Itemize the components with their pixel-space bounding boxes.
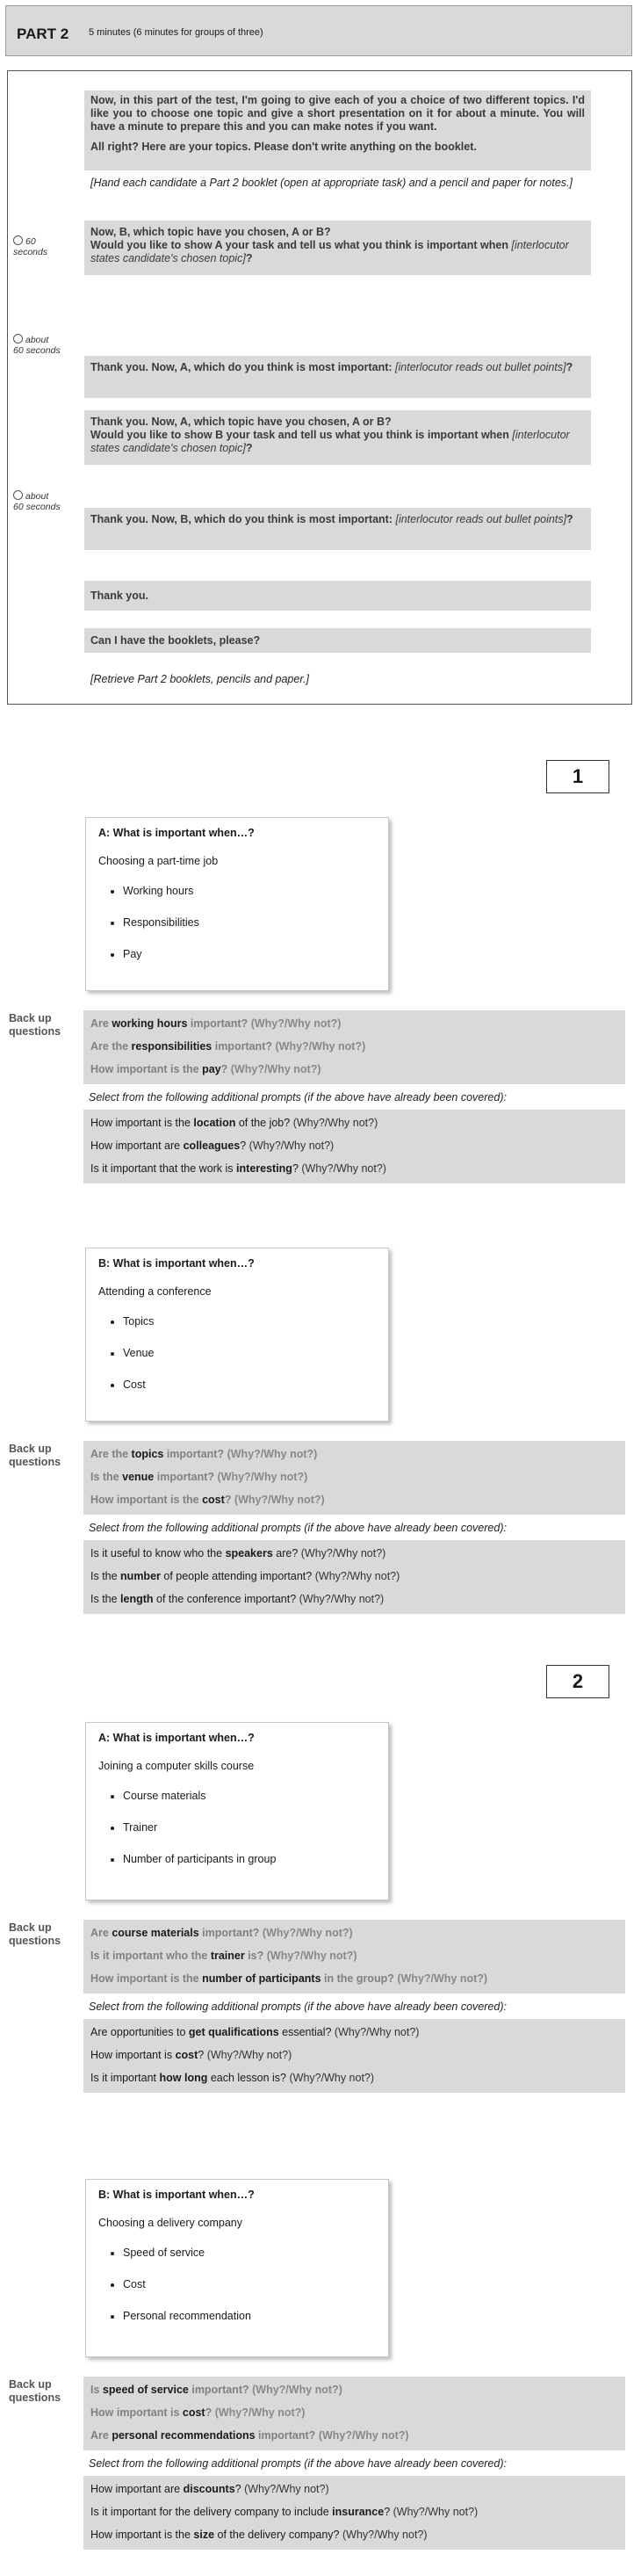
why-not: (Why?/Why not?): [397, 1972, 488, 1985]
why-not: (Why?/Why not?): [227, 1448, 318, 1460]
additional-prompt: [90, 2523, 618, 2546]
question-pre: How important is the: [90, 1494, 203, 1506]
additional-prompt: [90, 2066, 618, 2089]
bullet-item: • Personal recommendation: [123, 2310, 376, 2322]
backup-questions-box: [83, 1010, 625, 1084]
additional-prompt: [90, 2044, 618, 2066]
bullet-item: • Speed of service: [123, 2247, 376, 2259]
why-not: (Why?/Why not?): [252, 2384, 342, 2396]
bullet-list: [98, 1315, 376, 1391]
additional-prompt: [90, 1134, 618, 1157]
backup-question: [90, 1967, 618, 1990]
task-number-box: 2: [546, 1665, 609, 1698]
script-p7a: Thank you. Now, B, which do you think is most important:: [90, 513, 393, 525]
backup-label-line-2: questions: [9, 1456, 61, 1468]
why-not: (Why?/Why not?): [234, 1494, 325, 1506]
backup-questions-label: [9, 1443, 61, 1469]
prompt-key: how long: [159, 2072, 208, 2084]
why-not: (Why?/Why not?): [206, 2049, 292, 2061]
question-post: ?: [224, 1494, 232, 1506]
why-not: (Why?/Why not?): [314, 1570, 400, 1582]
question-pre: Are: [90, 1927, 112, 1939]
backup-questions-box: [83, 2377, 625, 2450]
backup-label-line-2: questions: [9, 2391, 61, 2404]
script-p7b: [interlocutor reads out bullet points]: [395, 513, 567, 525]
why-not: (Why?/Why not?): [301, 1162, 386, 1175]
task-card: [85, 817, 389, 991]
question-post: is?: [244, 1950, 264, 1962]
question-key: venue: [122, 1471, 155, 1483]
timing-1: [13, 235, 47, 257]
task-card-subject: Attending a conference: [98, 1285, 212, 1298]
prompt-post: of the job?: [235, 1117, 291, 1129]
backup-label-line-2: questions: [9, 1935, 61, 1947]
clock-icon: [13, 334, 23, 344]
prompt-key: get qualifications: [188, 2026, 279, 2038]
select-prompt: Select from the following additional prompts (if the above have already been covered):: [89, 2457, 507, 2470]
question-pre: How important is the: [90, 1972, 203, 1985]
script-block-5: Thank you. Now, B, which do you think is most important: [interlocutor reads out bullet points]?: [84, 508, 591, 550]
backup-question: [90, 1058, 618, 1081]
script-block-4: Thank you. Now, A, which topic have you chosen, A or B? Would you like to show B your task and tell us what you think is important when [interlocutor states candidate's chosen topic]?: [84, 410, 591, 465]
why-not: (Why?/Why not?): [292, 1117, 378, 1129]
backup-question: [90, 1465, 618, 1488]
script-p6c: [interlocutor states candidate's chosen topic]: [90, 429, 570, 454]
script-block-7: [84, 628, 591, 653]
prompt-post: ?: [240, 1140, 247, 1152]
clock-icon: [13, 235, 23, 245]
prompt-post: ?: [384, 2506, 391, 2518]
why-not: (Why?/Why not?): [230, 1063, 321, 1075]
task-card: [85, 2179, 389, 2357]
question-pre: How important is the: [90, 1063, 203, 1075]
bullet-item: • Pay: [123, 948, 376, 960]
script-block-2: Now, B, which topic have you chosen, A or B? Would you like to show A your task and tell us what you think is important when [interlocutor states candidate's chosen topic]?: [84, 221, 591, 275]
question-post: ?: [205, 2406, 212, 2419]
bullet-item: • Cost: [123, 2278, 376, 2290]
prompt-pre: How important are: [90, 2483, 184, 2495]
script-p4b: Would you like to show A your task and tell us what you think is important when: [90, 239, 508, 251]
question-key: speed of service: [102, 2384, 189, 2396]
backup-question: [90, 1921, 618, 1944]
script-p8: Thank you.: [90, 590, 148, 602]
backup-question: [90, 1035, 618, 1058]
task-card-title: A: What is important when…?: [98, 1732, 255, 1744]
why-not: (Why?/Why not?): [393, 2506, 479, 2518]
timing-2: [13, 333, 61, 356]
task-card: [85, 1248, 389, 1422]
prompt-pre: Is it important for the delivery company to include: [90, 2506, 333, 2518]
question-pre: Is: [90, 2384, 103, 2396]
script-block-6: [84, 581, 591, 611]
timing-3: [13, 489, 61, 512]
question-key: personal recommendations: [112, 2429, 256, 2442]
select-prompt: Select from the following additional prompts (if the above have already been covered):: [89, 1091, 507, 1103]
additional-prompts-box: [83, 2019, 625, 2093]
additional-prompt: [90, 1157, 618, 1180]
prompt-post: of the delivery company?: [214, 2529, 340, 2541]
timing-2-unit: 60 seconds: [13, 345, 61, 356]
additional-prompt: [90, 1565, 618, 1588]
why-not: (Why?/Why not?): [300, 1547, 386, 1559]
bullet-item: • Venue: [123, 1347, 376, 1359]
backup-questions-label: [9, 2378, 61, 2405]
additional-prompts-box: [83, 1110, 625, 1183]
question-post: important?: [198, 1927, 260, 1939]
question-key: topics: [131, 1448, 164, 1460]
additional-prompts-box: [83, 2476, 625, 2550]
why-not: (Why?/Why not?): [248, 1140, 335, 1152]
script-p6b: Would you like to show B your task and tell us what you think is important when: [90, 429, 509, 441]
backup-label-line-2: questions: [9, 1025, 61, 1038]
backup-question: [90, 2424, 618, 2447]
additional-prompt: [90, 1111, 618, 1134]
question-pre: Are the: [90, 1040, 132, 1053]
question-key: cost: [202, 1494, 225, 1506]
script-p2: All right? Here are your topics. Please don't write anything on the booklet.: [90, 141, 477, 153]
bullet-item: • Trainer: [123, 1821, 376, 1834]
script-p10: [Retrieve Part 2 booklets, pencils and paper.]: [90, 673, 309, 685]
question-post: important?: [212, 1040, 272, 1053]
bullet-item: • Topics: [123, 1315, 376, 1328]
backup-question: [90, 1012, 618, 1035]
why-not: (Why?/Why not?): [289, 2072, 375, 2084]
prompt-post: of the conference important?: [153, 1593, 297, 1605]
timing-1-value: 60: [25, 236, 36, 247]
prompt-key: number: [120, 1570, 161, 1582]
prompt-post: essential?: [278, 2026, 332, 2038]
backup-question: [90, 2378, 618, 2401]
why-not: (Why?/Why not?): [275, 1040, 366, 1053]
bullet-list: [98, 2247, 376, 2322]
question-key: number of participants: [202, 1972, 321, 1985]
prompt-pre: Is it important: [90, 2072, 160, 2084]
question-key: pay: [202, 1063, 221, 1075]
why-not: (Why?/Why not?): [342, 2529, 428, 2541]
why-not: (Why?/Why not?): [318, 2429, 409, 2442]
task-card-subject: Choosing a delivery company: [98, 2217, 242, 2229]
prompt-key: location: [193, 1117, 236, 1129]
question-post: in the group?: [320, 1972, 394, 1985]
backup-label-line-1: Back up: [9, 1012, 52, 1024]
question-pre: Is it important who the: [90, 1950, 211, 1962]
prompt-key: discounts: [183, 2483, 235, 2495]
task-card-subject: Choosing a part-time job: [98, 855, 219, 867]
question-pre: How important is: [90, 2406, 183, 2419]
part-header: [5, 5, 632, 56]
why-not: (Why?/Why not?): [266, 1950, 357, 1962]
prompt-post: ?: [292, 1162, 299, 1175]
backup-question: [90, 1944, 618, 1967]
script-p4c: [interlocutor states candidate's chosen topic]: [90, 239, 569, 264]
why-not: (Why?/Why not?): [214, 2406, 306, 2419]
question-key: responsibilities: [131, 1040, 212, 1053]
prompt-post: each lesson is?: [207, 2072, 286, 2084]
script-block-3: Thank you. Now, A, which do you think is most important: [interlocutor reads out bullet points]?: [84, 356, 591, 398]
bullet-item: • Responsibilities: [123, 916, 376, 929]
question-pre: Are the: [90, 1448, 132, 1460]
task-number-box: 1: [546, 760, 609, 793]
interlocutor-script: [7, 70, 632, 705]
question-post: important?: [255, 2429, 316, 2442]
prompt-key: length: [120, 1593, 154, 1605]
additional-prompt: [90, 1542, 618, 1565]
question-key: working hours: [112, 1017, 188, 1030]
bullet-item: • Course materials: [123, 1790, 376, 1802]
additional-prompt: [90, 2021, 618, 2044]
task-card-title: A: What is important when…?: [98, 827, 255, 839]
question-key: course materials: [112, 1927, 199, 1939]
backup-questions-box: [83, 1920, 625, 1994]
script-p1: Now, in this part of the test, I'm going to give each of you a choice of two different topics. I'd like you to choose one topic and give a short presentation on it for about a minute. You will have a minute to prepare this and you can make notes if you want.: [90, 94, 585, 133]
backup-questions-label: [9, 1012, 61, 1038]
prompt-post: ?: [234, 2483, 241, 2495]
timing-3-unit: 60 seconds: [13, 502, 61, 512]
additional-prompts-box: [83, 1540, 625, 1614]
prompt-post: ?: [198, 2049, 205, 2061]
script-intro: [84, 90, 591, 170]
question-key: trainer: [210, 1950, 245, 1962]
bullet-item: • Working hours: [123, 885, 376, 897]
prompt-key: size: [193, 2529, 215, 2541]
why-not: (Why?/Why not?): [262, 1927, 353, 1939]
select-prompt: Select from the following additional prompts (if the above have already been covered):: [89, 1522, 507, 1534]
question-pre: Is the: [90, 1471, 123, 1483]
prompt-pre: Are opportunities to: [90, 2026, 189, 2038]
prompt-key: speakers: [225, 1547, 273, 1559]
bullet-item: • Number of participants in group: [123, 1853, 376, 1865]
script-p5a: Thank you. Now, A, which do you think is most important:: [90, 361, 393, 373]
question-key: cost: [182, 2406, 205, 2419]
script-p5b: [interlocutor reads out bullet points]: [395, 361, 566, 373]
prompt-key: insurance: [332, 2506, 385, 2518]
prompt-key: interesting: [236, 1162, 292, 1175]
backup-question: [90, 1443, 618, 1465]
question-post: important?: [163, 1448, 225, 1460]
prompt-key: cost: [175, 2049, 198, 2061]
question-post: important?: [154, 1471, 215, 1483]
prompt-post: are?: [272, 1547, 299, 1559]
prompt-pre: How important are: [90, 1140, 184, 1152]
script-p3: [Hand each candidate a Part 2 booklet (open at appropriate task) and a pencil and paper for notes.]: [90, 177, 573, 189]
bullet-item: • Cost: [123, 1378, 376, 1391]
script-p4a: Now, B, which topic have you chosen, A or B?: [90, 226, 331, 238]
why-not: (Why?/Why not?): [244, 2483, 329, 2495]
task-card: [85, 1722, 389, 1900]
question-post: ?: [220, 1063, 228, 1075]
question-pre: Are: [90, 2429, 112, 2442]
question-pre: Are: [90, 1017, 112, 1030]
prompt-pre: Is it important that the work is: [90, 1162, 237, 1175]
prompt-key: colleagues: [183, 1140, 241, 1152]
prompt-pre: Is the: [90, 1570, 121, 1582]
why-not: (Why?/Why not?): [217, 1471, 308, 1483]
question-post: important?: [188, 2384, 249, 2396]
task-card-subject: Joining a computer skills course: [98, 1760, 255, 1772]
why-not: (Why?/Why not?): [299, 1593, 385, 1605]
backup-label-line-1: Back up: [9, 2378, 52, 2391]
why-not: (Why?/Why not?): [250, 1017, 342, 1030]
part-title: PART 2: [17, 25, 69, 42]
why-not: (Why?/Why not?): [334, 2026, 420, 2038]
backup-question: [90, 2401, 618, 2424]
backup-label-line-1: Back up: [9, 1443, 52, 1455]
backup-label-line-1: Back up: [9, 1921, 52, 1934]
prompt-pre: How important is the: [90, 1117, 194, 1129]
script-p6a: Thank you. Now, A, which topic have you chosen, A or B?: [90, 416, 392, 428]
clock-icon: [13, 490, 23, 500]
timing-3-value: about: [25, 491, 49, 502]
prompt-post: of people attending important?: [160, 1570, 313, 1582]
additional-prompt: [90, 2500, 618, 2523]
backup-question: [90, 1488, 618, 1511]
prompt-pre: How important is: [90, 2049, 176, 2061]
script-p9: Can I have the booklets, please?: [90, 634, 261, 647]
select-prompt: Select from the following additional prompts (if the above have already been covered):: [89, 2001, 507, 2013]
prompt-pre: Is it useful to know who the: [90, 1547, 226, 1559]
bullet-list: [98, 1790, 376, 1865]
task-card-title: B: What is important when…?: [98, 1257, 255, 1270]
bullet-list: [98, 885, 376, 960]
part-subtitle: 5 minutes (6 minutes for groups of three): [89, 27, 263, 38]
timing-2-value: about: [25, 335, 49, 345]
backup-questions-label: [9, 1921, 61, 1948]
backup-questions-box: [83, 1441, 625, 1515]
prompt-pre: How important is the: [90, 2529, 194, 2541]
timing-1-unit: seconds: [13, 247, 48, 257]
task-card-title: B: What is important when…?: [98, 2189, 255, 2201]
prompt-pre: Is the: [90, 1593, 121, 1605]
additional-prompt: [90, 2478, 618, 2500]
additional-prompt: [90, 1588, 618, 1610]
question-post: important?: [187, 1017, 248, 1030]
